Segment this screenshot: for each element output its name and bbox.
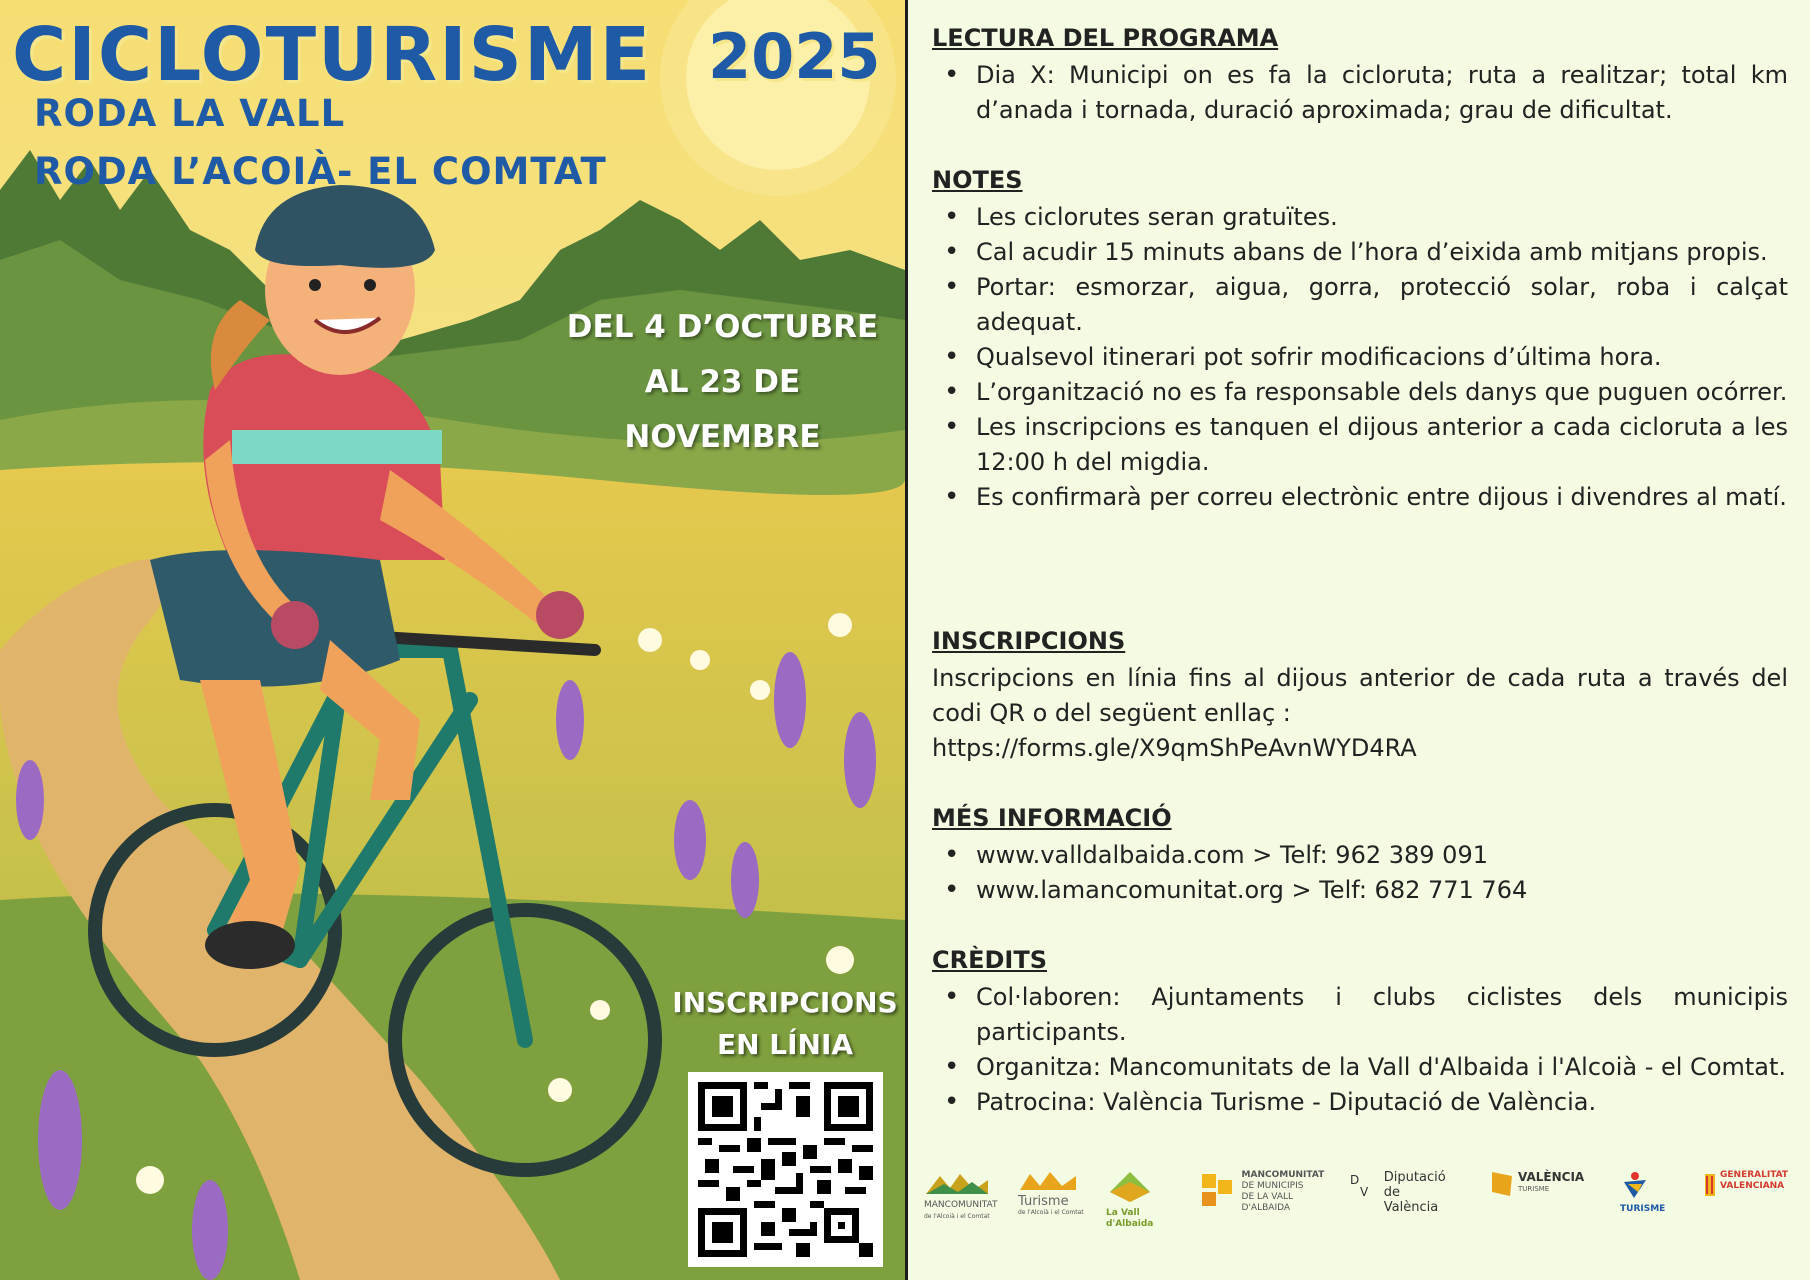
info-panel <box>908 0 1810 1280</box>
notes-list <box>932 200 1788 515</box>
more-info-section-title: MÉS INFORMACIÓ <box>932 804 1172 832</box>
generalitat-valenciana-logo: GENERALITAT VALENCIANA <box>1704 1170 1794 1200</box>
poster-title: CICLOTURISME <box>12 12 653 98</box>
figure-icon <box>1620 1170 1650 1200</box>
turisme-alcoia-logo: Turisme de l'Alcoià i el Comtat <box>1018 1170 1088 1218</box>
poster-subtitle-2: RODA L’ACOIÀ- EL COMTAT <box>34 150 607 193</box>
landscape-icon <box>1106 1170 1152 1204</box>
coat-of-arms-icon <box>1704 1170 1716 1200</box>
poster-dates <box>560 300 885 465</box>
list-item: • Dia X: Municipi on es fa la cicloruta; ruta a realitzar; total km d’anada i tornada, duració aproximada; grau de dificultat. <box>932 58 1788 128</box>
list-item: • Col·laboren: Ajuntaments i clubs ciclistes dels municipis participants. <box>932 980 1788 1050</box>
diputacio-valencia-logo: D V Diputació de València <box>1350 1170 1446 1215</box>
poster-subtitle-1: RODA LA VALL <box>34 92 346 135</box>
puzzle-icon <box>1198 1170 1236 1210</box>
list-item: • Cal acudir 15 minuts abans de l’hora d’eixida amb mitjans propis. <box>932 235 1788 270</box>
svg-text:V: V <box>1360 1185 1369 1199</box>
credits-section-title: CRÈDITS <box>932 946 1047 974</box>
registrations-text: Inscripcions en línia fins al dijous anterior de cada ruta a través del codi QR o del següent enllaç : <box>932 664 1788 727</box>
poster-year: 2025 <box>708 20 881 93</box>
list-item: • Qualsevol itinerari pot sofrir modificacions d’última hora. <box>932 340 1788 375</box>
list-item: • L’organització no es fa responsable dels danys que puguen ocórrer. <box>932 375 1788 410</box>
list-item[interactable]: • www.valldalbaida.com > Telf: 962 389 091 <box>932 838 1788 873</box>
la-vall-albaida-logo: La Vall d'Albaida <box>1106 1170 1170 1230</box>
list-item: • Patrocina: València Turisme - Diputació de València. <box>932 1085 1788 1120</box>
poster-dates-line-3: NOVEMBRE <box>624 419 821 455</box>
waves-icon <box>1018 1170 1078 1192</box>
mountains-icon <box>924 1170 990 1196</box>
list-item: • Portar: esmorzar, aigua, gorra, protecció solar, roba i calçat adequat. <box>932 270 1788 340</box>
program-section-title: LECTURA DEL PROGRAMA <box>932 24 1279 52</box>
dv-monogram-icon <box>1348 1170 1378 1200</box>
registrations-section-title: INSCRIPCIONS <box>932 627 1126 655</box>
turisme-cv-logo: TURISME <box>1620 1170 1690 1215</box>
poster-dates-line-2: AL 23 DE <box>644 364 801 400</box>
list-item: • Organitza: Mancomunitats de la Vall d'Albaida i l'Alcoià - el Comtat. <box>932 1050 1788 1085</box>
list-item: • Les inscripcions es tanquen el dijous anterior a cada cicloruta a les 12:00 h del migdia. <box>932 410 1788 480</box>
online-registration-label <box>665 982 905 1066</box>
svg-text:D: D <box>1350 1173 1360 1187</box>
mancomunitat-vall-albaida-logo: MANCOMUNITAT DE MUNICIPIS DE LA VALL D'ALBAIDA <box>1198 1170 1338 1214</box>
poster-dates-line-1: DEL 4 D’OCTUBRE <box>566 309 879 345</box>
online-registration-line-2: EN LÍNIA <box>716 1028 854 1061</box>
list-item[interactable]: • www.lamancomunitat.org > Telf: 682 771 764 <box>932 873 1788 908</box>
more-info-list <box>932 838 1788 908</box>
qr-code-icon[interactable] <box>688 1072 883 1267</box>
qr-code-graphic <box>698 1082 873 1257</box>
valencia-turisme-logo: VALÈNCIA TURISME <box>1490 1170 1600 1200</box>
shield-icon <box>1490 1170 1514 1200</box>
program-list <box>932 58 1788 128</box>
notes-section-title: NOTES <box>932 166 1023 194</box>
registration-link[interactable]: https://forms.gle/X9qmShPeAvnWYD4RA <box>932 734 1417 762</box>
credits-list <box>932 980 1788 1120</box>
mancomunitat-alcoia-logo: MANCOMUNITAT de l'Alcoià i el Comtat <box>924 1170 996 1222</box>
online-registration-line-1: INSCRIPCIONS <box>672 986 898 1019</box>
list-item: • Les ciclorutes seran gratuïtes. <box>932 200 1788 235</box>
list-item: • Es confirmarà per correu electrònic entre dijous i divendres al matí. <box>932 480 1788 515</box>
